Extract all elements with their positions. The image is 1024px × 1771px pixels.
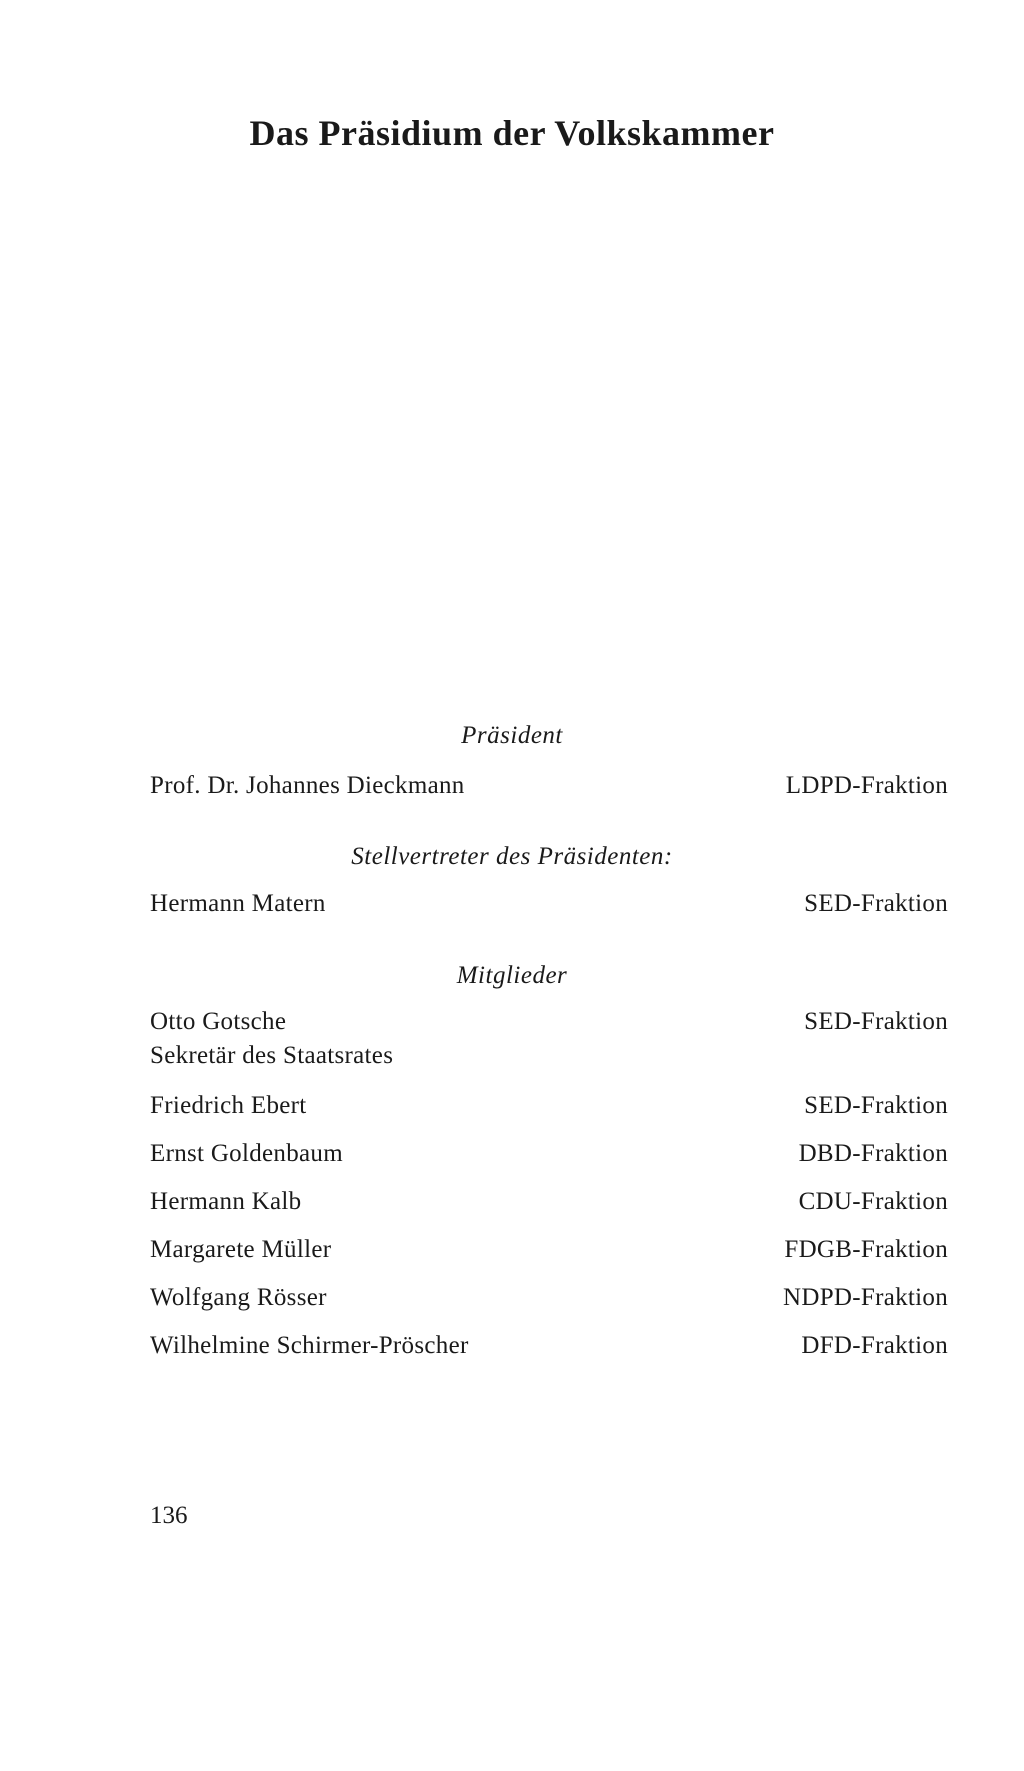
member-faction: DFD-Fraktion bbox=[801, 1332, 948, 1359]
member-faction: LDPD-Fraktion bbox=[785, 772, 948, 799]
member-name: Hermann Kalb bbox=[150, 1188, 302, 1215]
member-name: Prof. Dr. Johannes Dieckmann bbox=[150, 772, 465, 799]
member-name: Ernst Goldenbaum bbox=[150, 1140, 343, 1167]
member-faction: SED-Fraktion bbox=[804, 1008, 948, 1035]
page-title: Das Präsidium der Volkskammer bbox=[249, 113, 775, 153]
member-name: Hermann Matern bbox=[150, 890, 326, 917]
member-faction: SED-Fraktion bbox=[804, 890, 948, 917]
member-name: Margarete Müller bbox=[150, 1236, 332, 1263]
member-note: Sekretär des Staatsrates bbox=[150, 1042, 394, 1069]
member-name: Wolfgang Rösser bbox=[150, 1284, 327, 1311]
member-name: Wilhelmine Schirmer-Pröscher bbox=[150, 1332, 469, 1359]
member-faction: CDU-Fraktion bbox=[798, 1188, 948, 1215]
section-heading-president: Präsident bbox=[461, 722, 563, 749]
member-name: Otto Gotsche bbox=[150, 1008, 287, 1035]
member-faction: FDGB-Fraktion bbox=[784, 1236, 948, 1263]
member-faction: SED-Fraktion bbox=[804, 1092, 948, 1119]
member-name: Friedrich Ebert bbox=[150, 1092, 307, 1119]
section-heading-deputy: Stellvertreter des Präsidenten: bbox=[351, 843, 673, 870]
member-faction: NDPD-Fraktion bbox=[782, 1284, 948, 1311]
page-number: 136 bbox=[150, 1502, 188, 1529]
member-faction: DBD-Fraktion bbox=[798, 1140, 948, 1167]
section-heading-members: Mitglieder bbox=[456, 962, 568, 989]
